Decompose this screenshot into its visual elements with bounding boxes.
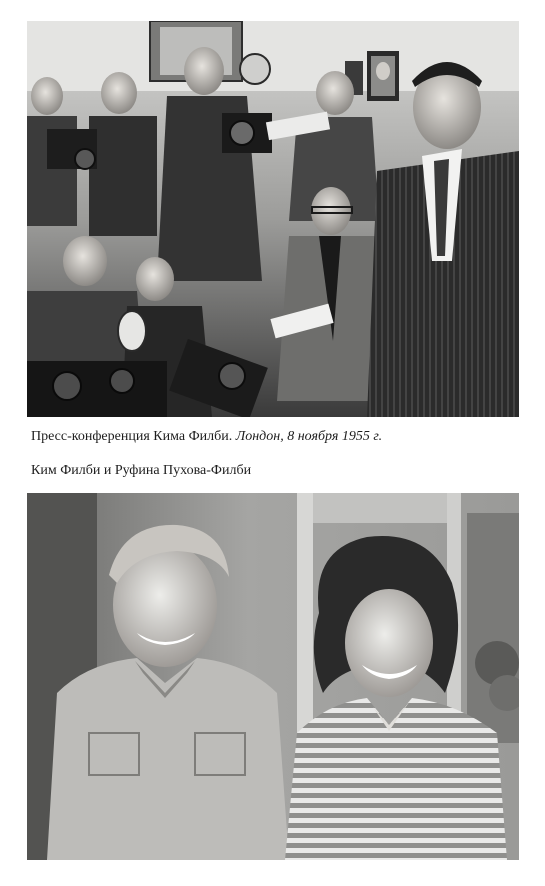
press-conference-caption bbox=[31, 428, 382, 446]
caption-place-date: Лондон, 8 ноября 1955 г. bbox=[235, 429, 383, 444]
caption-text: Пресс-конференция Кима Филби. bbox=[31, 429, 233, 444]
portrait-photo bbox=[27, 493, 519, 860]
portrait-caption: Ким Филби и Руфина Пухова-Филби bbox=[31, 463, 252, 478]
press-conference-photo bbox=[27, 21, 519, 417]
